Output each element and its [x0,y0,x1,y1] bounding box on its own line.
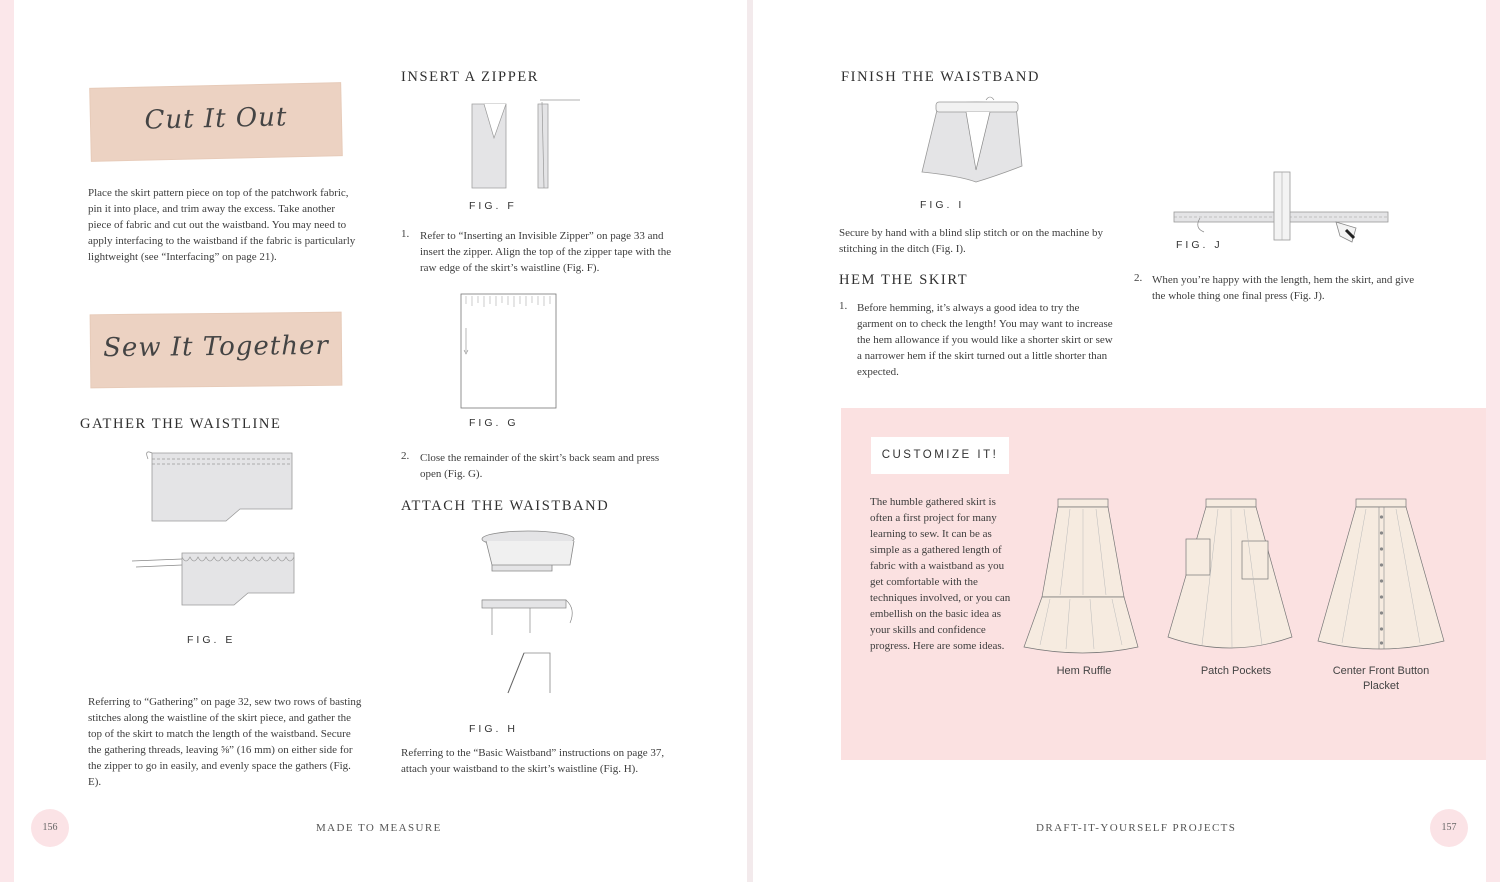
hem-ruffle-skirt-illustration [1020,497,1150,657]
fig-f-illustration [466,98,586,193]
right-running-head: DRAFT-IT-YOURSELF PROJECTS [1036,822,1237,834]
zipper-step1-number: 1. [401,228,410,240]
fig-h-illustration [474,525,584,715]
hem-step1-text: Before hemming, it’s always a good idea to try the garment on to check the length! You may want to increase the hem allowance if you would like a shorter skirt or sew a narrower hem if the skirt turned out a little shorter than expected. [857,302,1113,378]
left-page-number: 156 [31,809,69,847]
fig-g-illustration [460,292,560,410]
gather-text: Referring to “Gathering” on page 32, sew two rows of basting stitches along the waistline of the skirt piece, and gather the top of the skirt to match the length of the waistband. Secure the gathering threads, leaving ⅝” (16 mm) on either side for the zipper to go in easily, and evenly space the gathers (Fig. E). [88,696,362,788]
finish-heading: FINISH THE WAISTBAND [841,69,1041,85]
right-page-number: 157 [1430,809,1468,847]
zipper-step2-number: 2. [401,450,410,462]
cut-it-out-badge [90,83,342,161]
hem-step1-number: 1. [839,300,848,312]
fig-f-label: FIG. F [469,200,517,212]
fig-e-label: FIG. E [187,634,236,646]
variation-hem-ruffle: Hem Ruffle [1056,665,1112,677]
zipper-step1-text: Refer to “Inserting an Invisible Zipper” on page 33 and insert the zipper. Align the top of the zipper tape with the raw edge of the skirt’s waistline (Fig. F). [420,230,672,274]
fig-i-illustration [916,92,1036,192]
button-placket-skirt-illustration [1316,497,1446,657]
fig-i-label: FIG. I [920,199,965,211]
variation-patch-pockets: Patch Pockets [1200,665,1272,677]
hem-heading: HEM THE SKIRT [839,272,969,288]
variation-button-placket: Center Front Button Placket [1332,665,1430,692]
attach-text: Referring to the “Basic Waistband” instructions on page 37, attach your waistband to the skirt’s waistline (Fig. H). [401,747,665,775]
fig-h-label: FIG. H [469,723,518,735]
patch-pockets-skirt-illustration [1166,497,1296,657]
fig-j-illustration [1170,170,1400,250]
fig-g-label: FIG. G [469,417,519,429]
fig-j-label: FIG. J [1176,239,1223,251]
hem-step2-number: 2. [1134,272,1143,284]
hem-step2-text: When you’re happy with the length, hem the skirt, and give the whole thing one final press (Fig. J). [1152,274,1415,302]
zipper-heading: INSERT A ZIPPER [401,69,540,85]
zipper-step2-text: Close the remainder of the skirt’s back seam and press open (Fig. G). [420,452,660,480]
gather-heading: GATHER THE WAISTLINE [80,416,282,432]
left-running-head: MADE TO MEASURE [316,822,442,834]
sew-it-together-badge [91,313,342,388]
customize-text: The humble gathered skirt is often a first project for many learning to sew. It can be as simple as a gathered length of fabric with a waistband as you get comfortable with the techniques involved, or you can embellish on the basic idea as your skills and confidence progress. Here are some ideas. [870,496,1011,652]
finish-text: Secure by hand with a blind slip stitch or on the machine by stitching in the ditch (Fig. I). [839,227,1103,255]
cut-it-out-text: Place the skirt pattern piece on top of the patchwork fabric, pin it into place, and trim away the excess. Take another piece of fabric and cut out the waistband. You may need to apply interfacing to the waistband if the fabric is particularly lightweight (see “Interfacing” on page 21). [88,187,356,263]
fig-e-illustration [128,445,298,625]
attach-heading: ATTACH THE WAISTBAND [401,498,610,514]
sew-it-together-title: Sew It Together [102,330,329,364]
cut-it-out-title: Cut It Out [144,102,288,136]
customize-tag: CUSTOMIZE IT! [871,437,1009,474]
